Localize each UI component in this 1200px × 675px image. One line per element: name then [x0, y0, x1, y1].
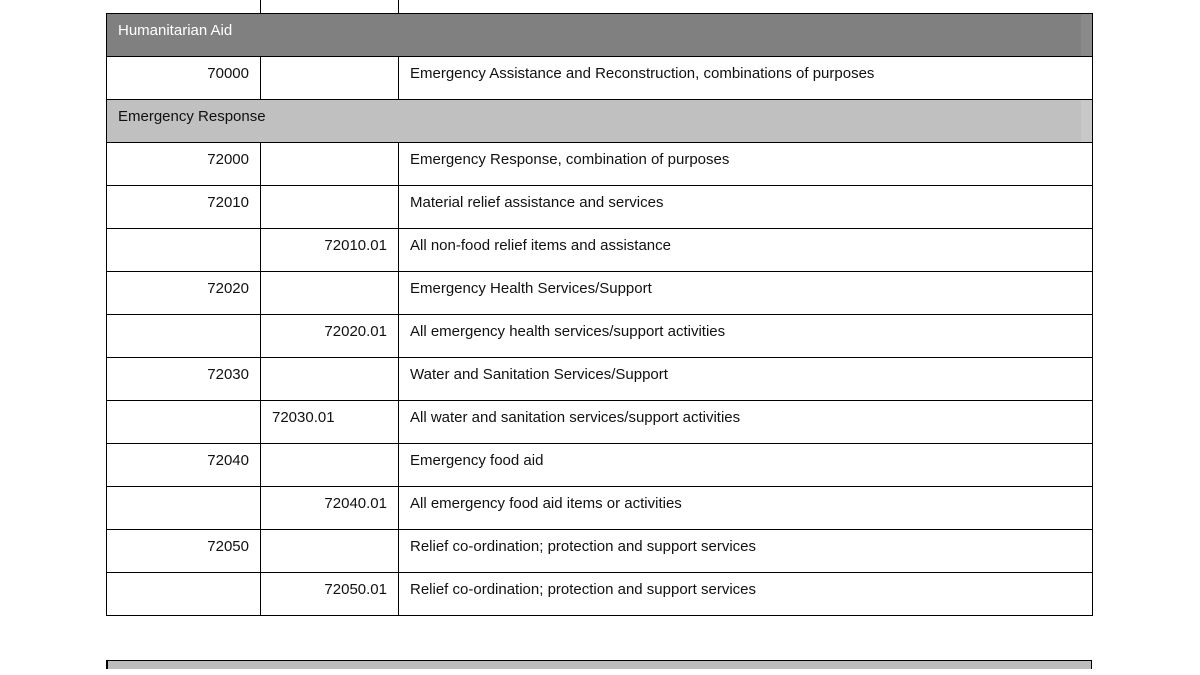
section-title-emergency-response: Emergency Response	[107, 100, 1093, 143]
table-row	[107, 272, 1093, 315]
table-row	[107, 57, 1093, 100]
table-row	[107, 530, 1093, 573]
description-cell: Emergency Response, combination of purposes	[399, 143, 1093, 186]
description-cell: Relief co-ordination; protection and support services	[399, 530, 1093, 573]
table-row	[107, 143, 1093, 186]
document-page	[106, 0, 1092, 675]
description-cell: All non-food relief items and assistance	[399, 229, 1093, 272]
code-cell	[107, 229, 261, 272]
section-header-row	[107, 100, 1093, 143]
code-cell: 70000	[107, 57, 261, 100]
section-title-humanitarian-aid: Humanitarian Aid	[107, 14, 1093, 57]
table-row	[107, 358, 1093, 401]
code-cell: 72040	[107, 444, 261, 487]
next-section-header-edge	[106, 660, 1092, 669]
table-row	[107, 229, 1093, 272]
code-cell: 72000	[107, 143, 261, 186]
column-divider-stub	[260, 0, 261, 14]
subcode-cell	[261, 358, 399, 401]
code-cell	[107, 573, 261, 616]
subcode-cell	[261, 530, 399, 573]
purpose-codes-table	[106, 13, 1093, 616]
section-header-row	[107, 14, 1093, 57]
subcode-cell	[261, 186, 399, 229]
description-cell: Emergency Assistance and Reconstruction, combinations of purposes	[399, 57, 1093, 100]
subcode-cell	[261, 444, 399, 487]
subcode-cell: 72010.01	[261, 229, 399, 272]
description-cell: All water and sanitation services/support activities	[399, 401, 1093, 444]
subcode-cell	[261, 272, 399, 315]
table-row	[107, 401, 1093, 444]
table-border-left	[106, 661, 108, 669]
column-divider-stub	[398, 0, 399, 14]
subcode-cell: 72020.01	[261, 315, 399, 358]
subcode-cell	[261, 57, 399, 100]
description-cell: Emergency Health Services/Support	[399, 272, 1093, 315]
description-cell: Water and Sanitation Services/Support	[399, 358, 1093, 401]
subcode-cell	[261, 143, 399, 186]
table-row	[107, 444, 1093, 487]
subcode-cell: 72040.01	[261, 487, 399, 530]
subcode-cell: 72050.01	[261, 573, 399, 616]
code-cell: 72010	[107, 186, 261, 229]
description-cell: All emergency health services/support activities	[399, 315, 1093, 358]
table-row	[107, 315, 1093, 358]
table-border-right	[1091, 661, 1093, 669]
table-row	[107, 487, 1093, 530]
description-cell: Emergency food aid	[399, 444, 1093, 487]
code-cell: 72020	[107, 272, 261, 315]
description-cell: All emergency food aid items or activities	[399, 487, 1093, 530]
table-row	[107, 573, 1093, 616]
description-cell: Material relief assistance and services	[399, 186, 1093, 229]
code-cell	[107, 487, 261, 530]
subcode-cell: 72030.01	[261, 401, 399, 444]
table-row	[107, 186, 1093, 229]
code-cell	[107, 315, 261, 358]
code-cell	[107, 401, 261, 444]
code-cell: 72050	[107, 530, 261, 573]
description-cell: Relief co-ordination; protection and support services	[399, 573, 1093, 616]
code-cell: 72030	[107, 358, 261, 401]
